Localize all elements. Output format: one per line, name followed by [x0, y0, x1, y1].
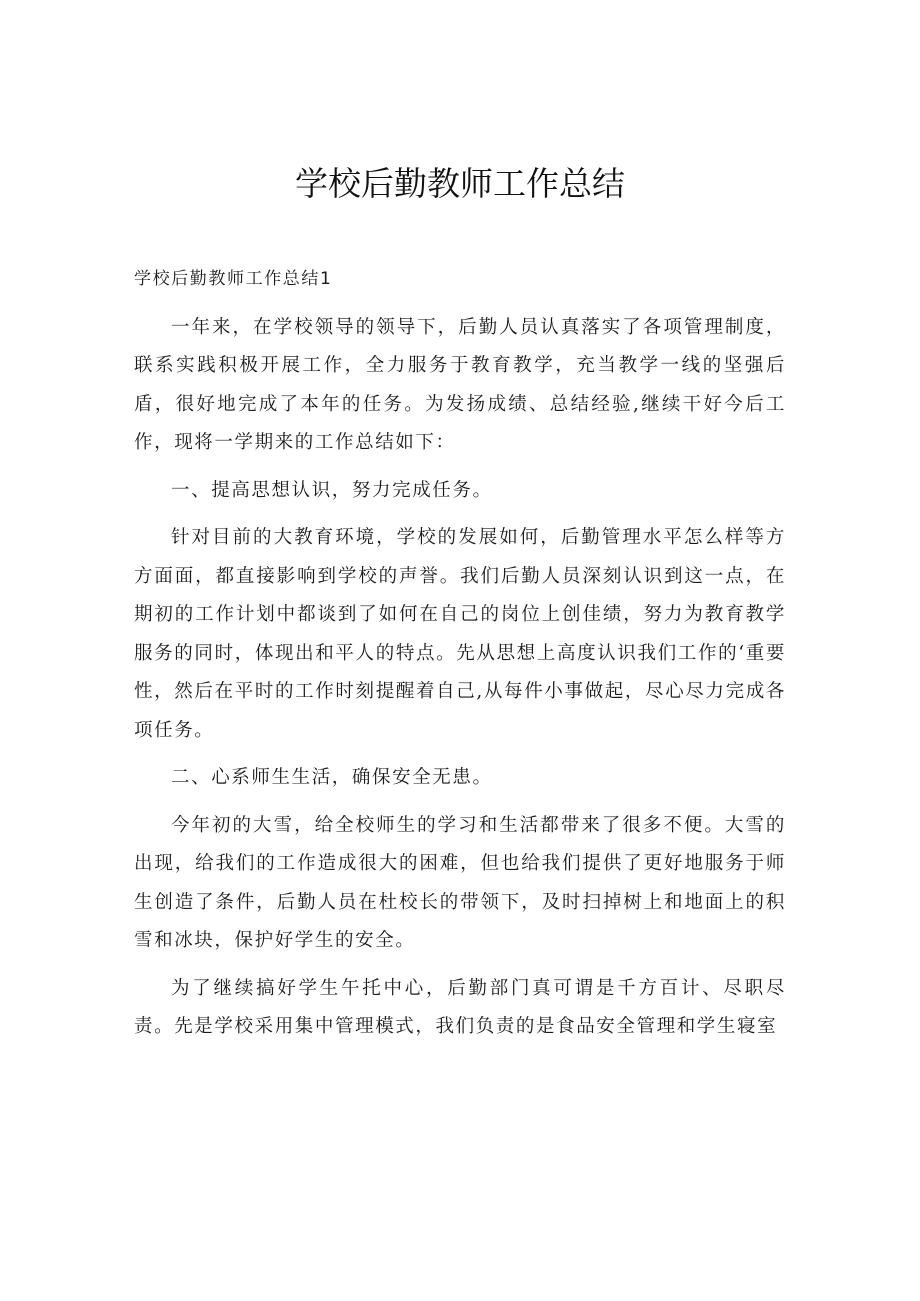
paragraph-awareness: 针对目前的大教育环境，学校的发展如何，后勤管理水平怎么样等方方面面，都直接影响到学校的声誉。我们后勤人员深刻认识到这一点，在期初的工作计划中都谈到了如何在自己的岗位上创佳绩，努力为教育教学服务的同时，体现出和平人的特点。先从思想上高度认识我们工作的‘重要性，然后在平时的工作时刻提醒着自己,从每件小事做起，尽心尽力完成各项任务。: [134, 527, 786, 741]
heading-one: 一、提高思想认识，努力完成任务。: [171, 479, 493, 501]
heading-two: 二、心系师生生活，确保安全无患。: [171, 767, 493, 788]
document-title: 学校后勤教师工作总结: [295, 164, 625, 203]
document-body: [134, 260, 786, 1056]
paragraph-intro: 一年来，在学校领导的领导下，后勤人员认真落实了各项管理制度，联系实践积极开展工作，全力服务于教育教学，充当教学一线的坚强后盾，很好地完成了本年的任务。为发扬成绩、总结经验,继续干好今后工作，现将一学期来的工作总结如下：: [134, 316, 786, 453]
paragraph-lunch-center: 为了继续搞好学生午托中心，后勤部门真可谓是千方百计、尽职尽责。先是学校采用集中管理模式，我们负责的是食品安全管理和学生寝室: [134, 977, 786, 1037]
section-subtitle: 学校后勤教师工作总结1: [134, 269, 333, 289]
paragraph-snow: 今年初的大雪，给全校师生的学习和生活都带来了很多不便。大雪的出现，给我们的工作造成很大的困难，但也给我们提供了更好地服务于师生创造了条件，后勤人员在杜校长的带领下，及时扫掉树上和地面上的积雪和冰块，保护好学生的安全。: [134, 814, 786, 951]
